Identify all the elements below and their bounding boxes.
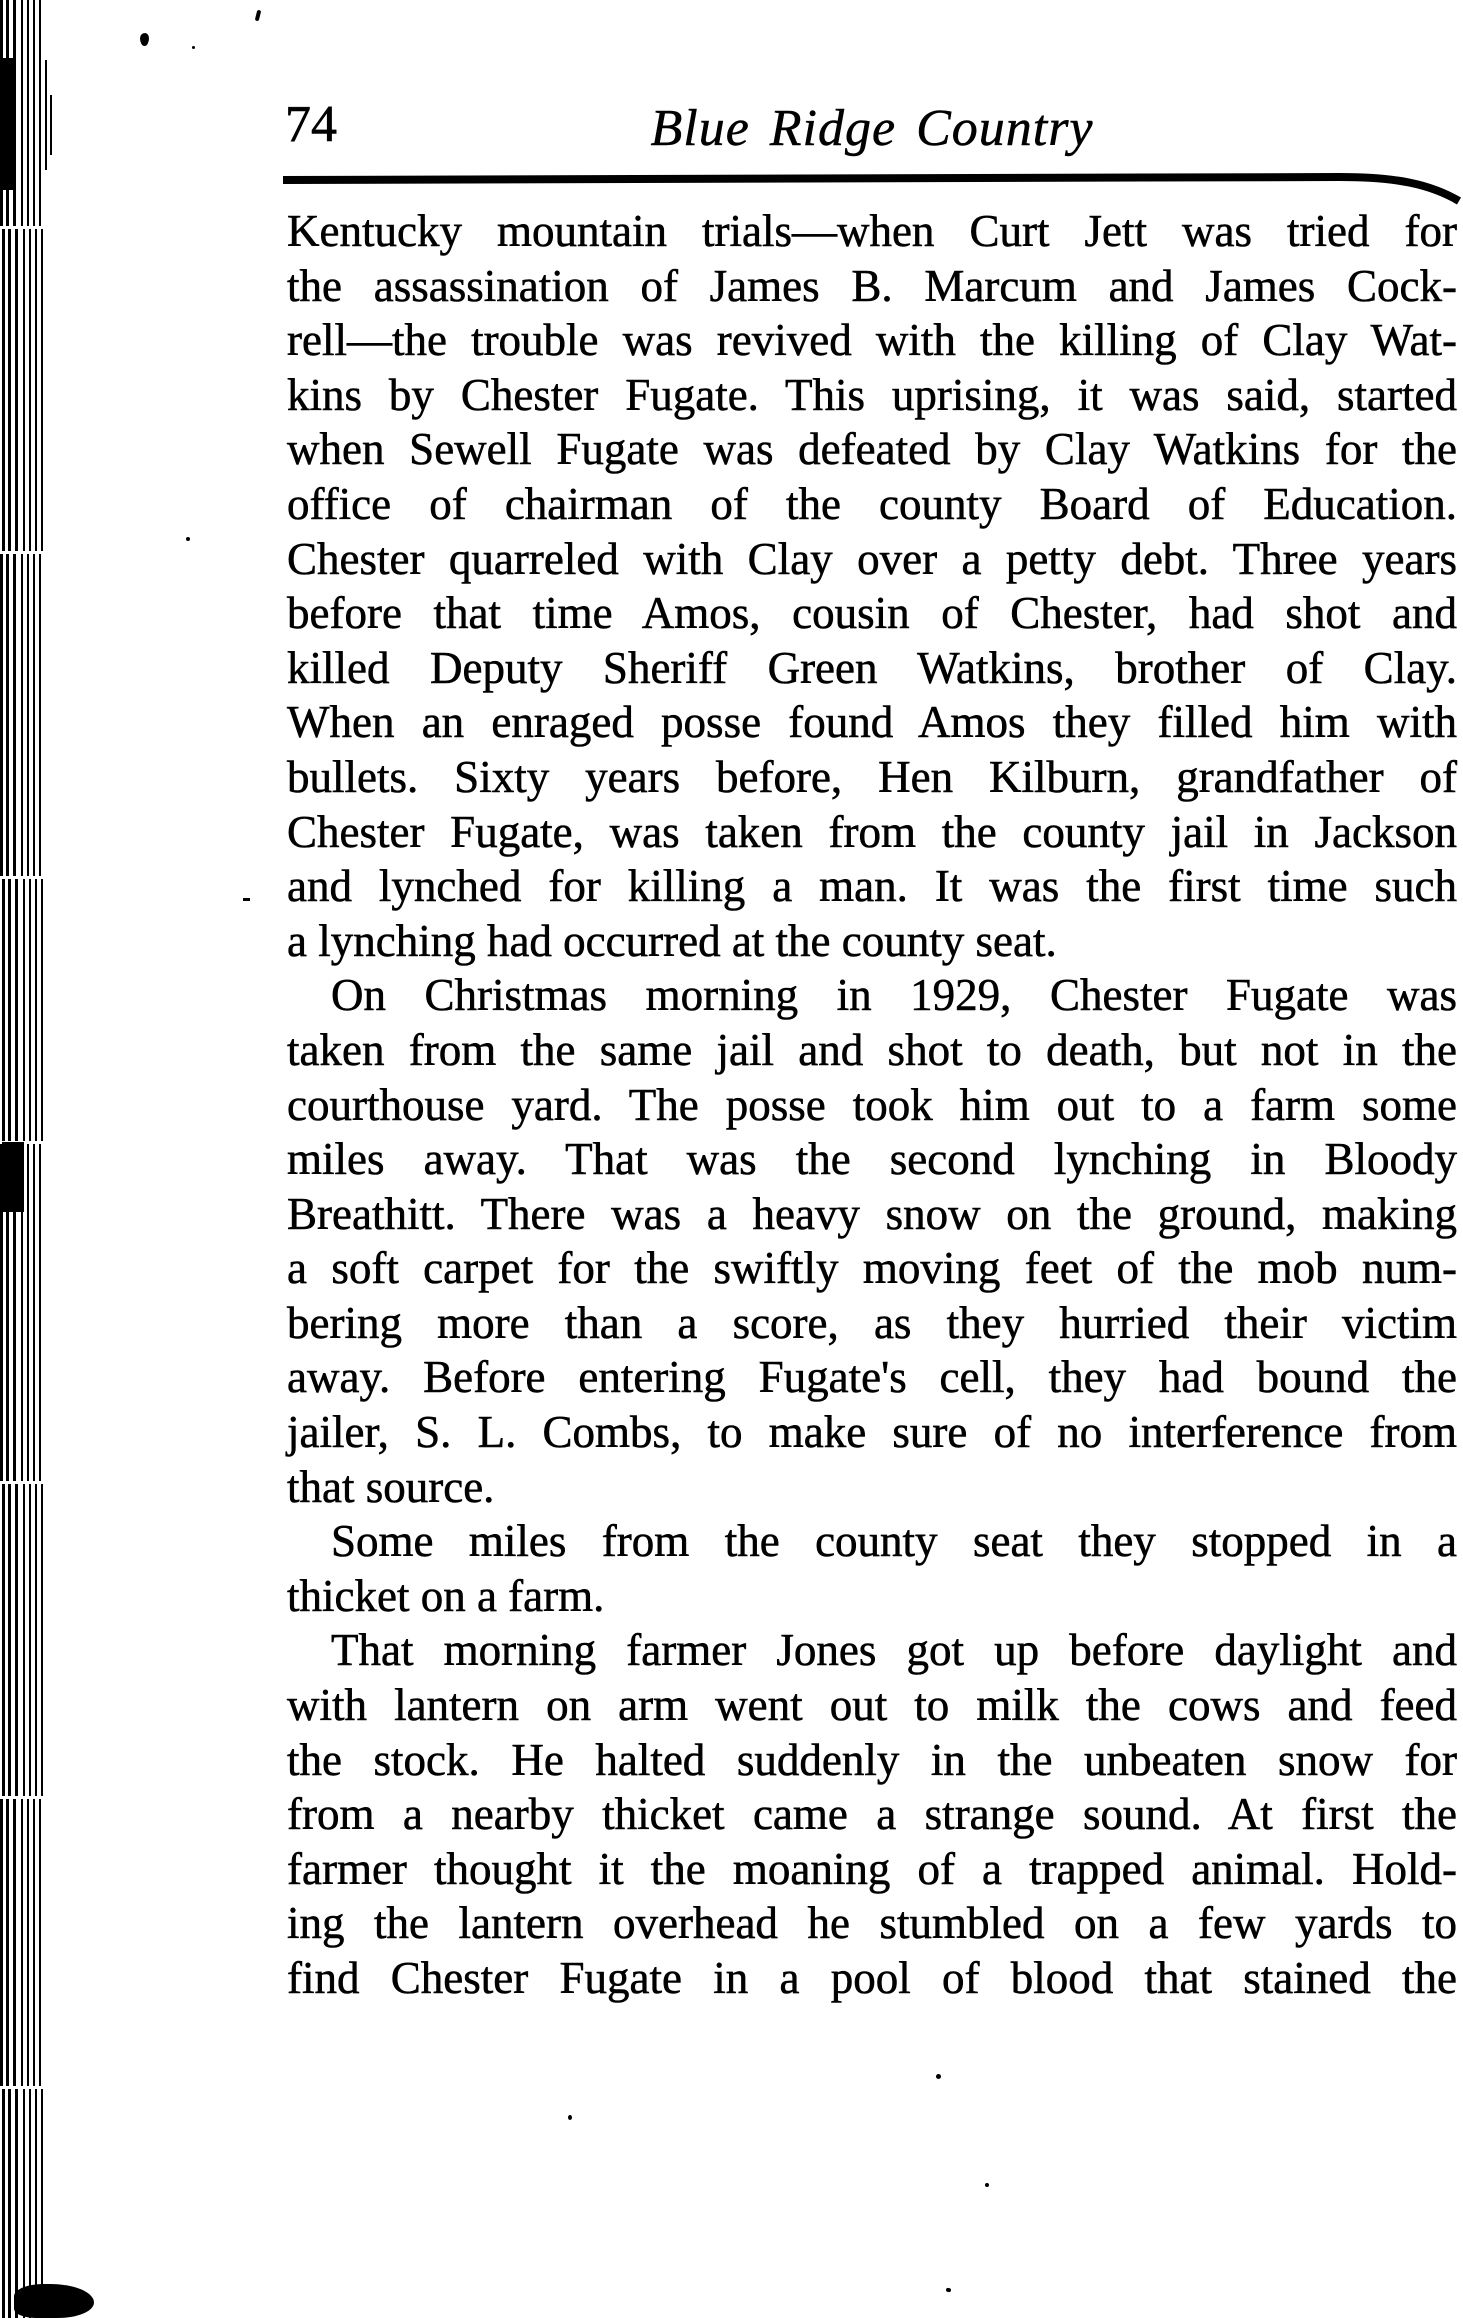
text-line: ing the lantern overhead he stumbled on a few yards to [287, 1898, 1457, 1949]
binding-stripe-segment [0, 554, 44, 876]
text-line: a lynching had occurred at the county seat. [287, 915, 1057, 966]
text-line: farmer thought it the moaning of a trapped animal. Hold- [287, 1843, 1457, 1894]
text-line: bullets. Sixty years before, Hen Kilburn, grandfather of [287, 751, 1457, 802]
text-line: Breathitt. There was a heavy snow on the ground, making [287, 1188, 1457, 1239]
text-line: find Chester Fugate in a pool of blood that stained the [287, 1953, 1457, 2003]
binding-stripe-segment [0, 1799, 44, 2086]
ink-speck [568, 2115, 572, 2120]
text-line: Chester Fugate, was taken from the county jail in Jackson [287, 806, 1457, 857]
text-line: bering more than a score, as they hurried their victim [287, 1297, 1457, 1348]
page-number: 74 [285, 96, 337, 153]
text-line: before that time Amos, cousin of Chester, had shot and [287, 588, 1457, 639]
text-line: When an enraged posse found Amos they filled him with [287, 697, 1457, 748]
text-line: That morning farmer Jones got up before daylight and [331, 1625, 1457, 1676]
text-line: the stock. He halted suddenly in the unbeaten snow for [287, 1734, 1457, 1785]
text-line: taken from the same jail and shot to death, but not in the [287, 1024, 1457, 1075]
text-line: killed Deputy Sheriff Green Watkins, brother of Clay. [287, 642, 1457, 693]
binding-ink-blot [14, 2284, 94, 2318]
text-line: On Christmas morning in 1929, Chester Fugate was [331, 970, 1457, 1021]
text-line: Some miles from the county seat they stopped in a [331, 1516, 1457, 1567]
header-rule [0, 0, 1463, 230]
ink-speck [985, 2183, 989, 2187]
text-line: the assassination of James B. Marcum and James Cock- [287, 260, 1457, 311]
text-line: kins by Chester Fugate. This uprising, it was said, started [287, 369, 1457, 420]
text-line: Chester quarreled with Clay over a petty debt. Three years [287, 533, 1457, 584]
text-line: courthouse yard. The posse took him out to a farm some [287, 1079, 1457, 1130]
text-line: office of chairman of the county Board of Education. [287, 478, 1457, 529]
body-text [287, 204, 1457, 2006]
binding-stripe-segment [0, 879, 44, 1141]
ink-speck [243, 898, 250, 901]
text-line: thicket on a farm. [287, 1570, 605, 1621]
text-line: jailer, S. L. Combs, to make sure of no interference from [287, 1407, 1457, 1458]
text-line: with lantern on arm went out to milk the cows and feed [287, 1680, 1457, 1731]
ink-speck [192, 46, 195, 49]
text-line: a soft carpet for the swiftly moving feet of the mob num- [287, 1243, 1457, 1294]
binding-ink-blot [2, 1142, 24, 1212]
binding-scan-artifact [0, 0, 60, 2318]
text-line: away. Before entering Fugate's cell, they had bound the [287, 1352, 1457, 1403]
text-line: that source. [287, 1461, 495, 1512]
binding-stripe-segment [0, 229, 44, 551]
text-line: from a nearby thicket came a strange sound. At first the [287, 1789, 1457, 1840]
text-line: miles away. That was the second lynching in Bloody [287, 1134, 1457, 1185]
binding-stripe-segment [0, 1484, 44, 1796]
ink-speck [936, 2074, 941, 2079]
text-line: rell—the trouble was revived with the killing of Clay Wat- [287, 315, 1457, 366]
ink-speck [186, 537, 190, 541]
text-line: Kentucky mountain trials—when Curt Jett was tried for [287, 206, 1457, 256]
ink-speck [946, 2287, 952, 2292]
running-title: Blue Ridge Country [650, 100, 1094, 157]
text-line: and lynched for killing a man. It was the first time such [287, 861, 1457, 912]
text-line: when Sewell Fugate was defeated by Clay Watkins for the [287, 424, 1457, 475]
